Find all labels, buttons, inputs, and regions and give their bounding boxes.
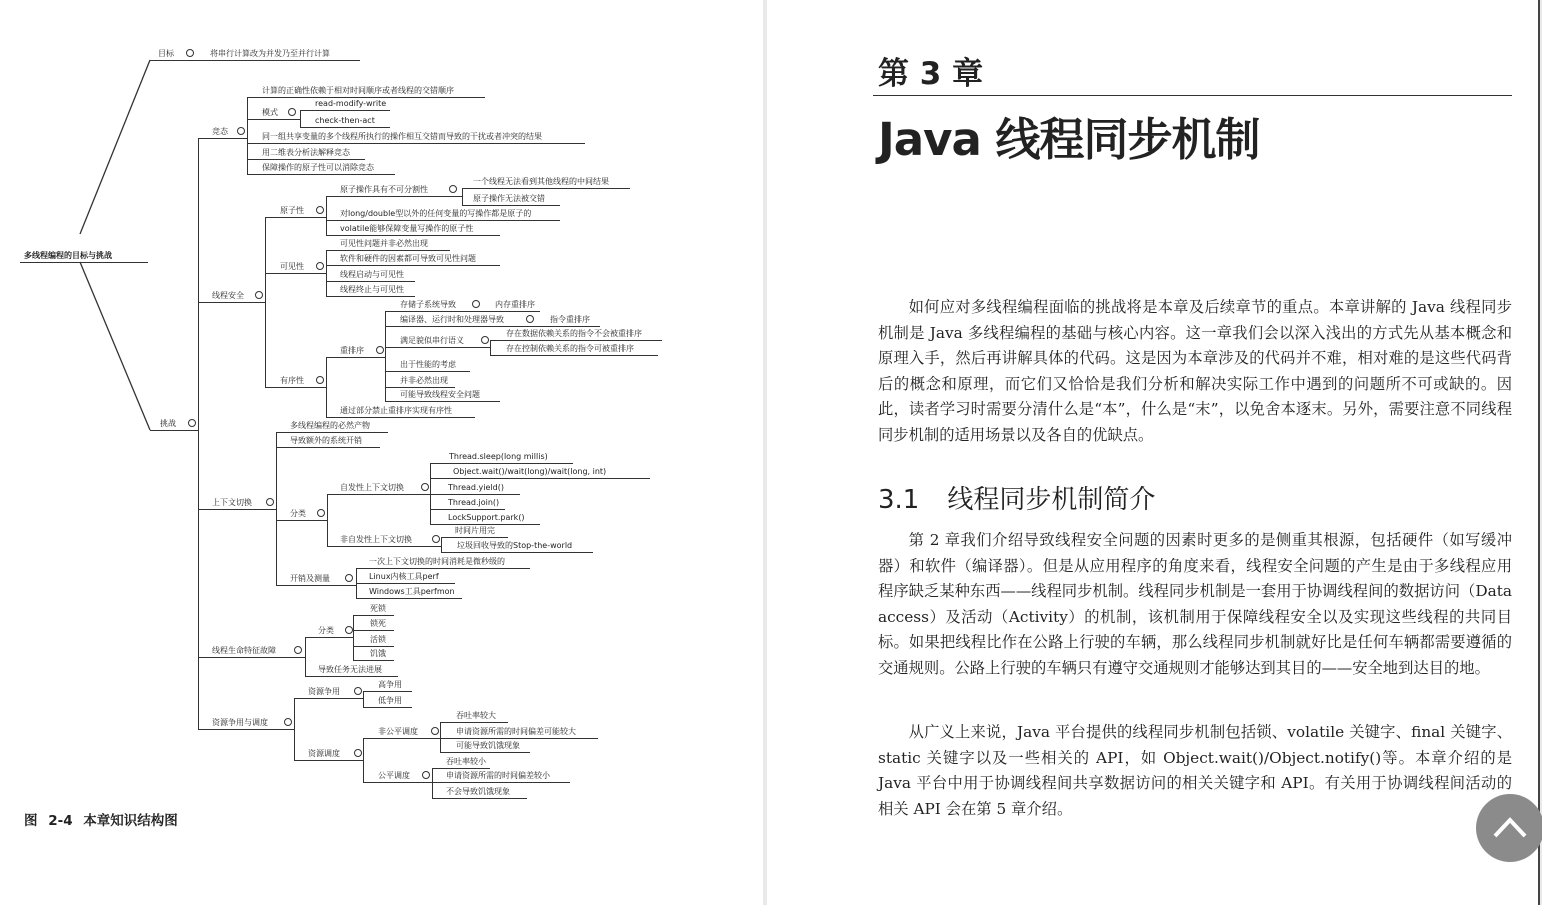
mind-map-underline — [462, 188, 630, 189]
mind-map-connector — [300, 110, 301, 127]
mind-map-underline — [326, 196, 462, 197]
mind-map-underline — [385, 371, 470, 372]
mind-map-node: 重排序 — [340, 346, 364, 355]
mind-map-node: 垃圾回收导致的Stop-the-world — [457, 541, 573, 550]
collapse-circle-icon — [526, 315, 534, 323]
mind-map-node: Thread.join() — [448, 498, 500, 507]
mind-map-underline — [363, 707, 412, 708]
mind-map-underline — [326, 250, 450, 251]
mind-map-node: 存在数据依赖关系的指令不会被重排序 — [506, 329, 642, 338]
mind-map-connector — [305, 637, 306, 676]
mind-map-node: 可见性 — [280, 262, 304, 271]
mind-map-node: 原子操作具有不可分割性 — [340, 185, 428, 194]
mind-map-node: 可能导致线程安全问题 — [400, 390, 480, 399]
mind-map-underline — [265, 217, 326, 218]
collapse-circle-icon — [449, 185, 457, 193]
mind-map-connector — [326, 250, 327, 296]
mind-map-node: 挑战 — [160, 419, 176, 428]
body-paragraph: 第 2 章我们介绍导致线程安全问题的因素时更多的是侧重其根源，包括硬件（如写缓冲器）和软件（编译器）。但是从应用程序的角度来看，线程安全问题的产生是由于多线程应用程序缺乏某种东西——线程同步机制。线程同步机制是一套用于协调线程间的数据访问（Data access）及活动（Activity）的机制，该机制用于保障线程安全以及实现这些线程的共同目标。如果把线程比作在公路上行驶的车辆，那么线程同步机制就好比是任何车辆都需要遵循的交通规则。公路上行驶的车辆只有遵守交通规则才能够达到其目的——安全地到达目的地。 — [878, 531, 1512, 677]
mind-map-underline — [385, 401, 500, 402]
mind-map-branch — [80, 262, 150, 430]
mind-map-underline — [385, 326, 600, 327]
mind-map-node: 线程安全 — [212, 291, 244, 300]
mind-map-node: 导致额外的系统开销 — [290, 436, 362, 445]
mind-map-node: 可能导致饥饿现象 — [456, 741, 520, 750]
collapse-circle-icon — [432, 535, 440, 543]
mind-map-underline — [326, 235, 500, 236]
mind-map-node: check-then-act — [315, 116, 375, 125]
collapse-circle-icon — [354, 749, 362, 757]
mind-map-underline — [276, 520, 327, 521]
mind-map-node: 编译器、运行时和处理器导致 — [400, 315, 504, 324]
scroll-to-top-button[interactable] — [1476, 794, 1542, 862]
mind-map-underline — [363, 782, 432, 783]
mind-map-connector — [363, 691, 364, 707]
collapse-circle-icon — [431, 727, 439, 735]
mind-map-node: 原子操作无法被交错 — [473, 194, 545, 203]
mind-map-underline — [276, 447, 380, 448]
mind-map-node: 非公平调度 — [378, 727, 418, 736]
mind-map-underline — [432, 768, 490, 769]
mind-map-underline — [490, 355, 658, 356]
collapse-circle-icon — [316, 376, 324, 384]
mind-map-underline — [430, 463, 573, 464]
mind-map-underline — [205, 60, 360, 61]
mind-map-underline — [430, 524, 540, 525]
mind-map-underline — [363, 738, 440, 739]
mind-map-connector — [276, 432, 277, 585]
mind-map-node: 吞吐率较小 — [446, 757, 486, 766]
mind-map-underline — [326, 417, 475, 418]
collapse-circle-icon — [472, 300, 480, 308]
mind-map-underline — [247, 159, 365, 160]
collapse-circle-icon — [481, 336, 489, 344]
mind-map-underline — [326, 296, 415, 297]
mind-map-underline — [356, 568, 530, 569]
mind-map-node: 计算的正确性依赖于相对时间顺序或者线程的交错顺序 — [262, 86, 454, 95]
collapse-circle-icon — [316, 206, 324, 214]
mind-map-underline — [385, 347, 490, 348]
mind-map-node: 时间片用完 — [455, 526, 495, 535]
body-paragraph: 从广义上来说，Java 平台提供的线程同步机制包括锁、volatile 关键字、final 关键字、static 关键字以及一些相关的 API，如 Object.wait()/Object.notify()等。本章介绍的是 Java 平台中用于协调线程间共享数据访问的相关关键字和 API。有关用于协调线程间活动的相关 API 会在第 5 章介绍。 — [878, 723, 1512, 818]
mind-map-underline — [490, 340, 662, 341]
mind-map-underline — [430, 509, 505, 510]
section-heading — [878, 479, 1512, 516]
mind-map-node: 开销及测量 — [290, 574, 330, 583]
mind-map-node: 分类 — [290, 509, 306, 518]
mind-map-node: 高争用 — [378, 680, 402, 689]
mind-map-node: 申请资源所需的时间偏差较小 — [446, 771, 550, 780]
right-page — [767, 0, 1540, 905]
mind-map-node: 有序性 — [280, 376, 304, 385]
collapse-circle-icon — [317, 509, 325, 517]
mind-map-underline — [198, 509, 276, 510]
mind-map-node: 一个线程无法看到其他线程的中间结果 — [473, 177, 609, 186]
mind-map-underline — [326, 220, 560, 221]
mind-map-underline — [265, 273, 326, 274]
mind-map-node: 满足貌似串行语义 — [400, 336, 464, 345]
mind-map-underline — [327, 494, 430, 495]
mind-map-node: 低争用 — [378, 696, 402, 705]
mind-map-underline — [356, 583, 455, 584]
mind-map-node: 不会导致饥饿现象 — [446, 787, 510, 796]
mind-map-underline — [276, 585, 356, 586]
mind-map-underline — [326, 357, 385, 358]
collapse-circle-icon — [255, 291, 263, 299]
collapse-circle-icon — [186, 49, 194, 57]
mind-map-underline — [326, 281, 415, 282]
mind-map-node: 线程生命特征故障 — [212, 646, 276, 655]
mind-map-node: 锁死 — [370, 619, 386, 628]
collapse-circle-icon — [294, 646, 302, 654]
mind-map-node: 资源争用与调度 — [212, 718, 268, 727]
mind-map-underline — [462, 205, 560, 206]
mind-map-node: 竞态 — [212, 127, 228, 136]
mind-map-node: 并非必然出现 — [400, 376, 448, 385]
mind-map-node: 出于性能的考虑 — [400, 360, 456, 369]
mind-map-node: Linux内核工具perf — [369, 572, 439, 581]
mind-map-connector — [326, 196, 327, 235]
collapse-circle-icon — [288, 108, 296, 116]
mind-map-underline — [430, 478, 650, 479]
mind-map-underline — [353, 615, 394, 616]
collapse-circle-icon — [316, 262, 324, 270]
collapse-circle-icon — [422, 771, 430, 779]
mind-map-underline — [385, 311, 540, 312]
mind-map-underline — [198, 657, 305, 658]
mind-map-underline — [150, 60, 205, 61]
section-title: 线程同步机制简介 — [947, 485, 1156, 515]
mind-map-connector — [327, 494, 328, 546]
mind-map-underline — [265, 387, 326, 388]
mind-map-underline — [300, 127, 390, 128]
mind-map-underline — [353, 630, 394, 631]
mind-map-connector — [441, 537, 442, 552]
intro-paragraph: 如何应对多线程编程面临的挑战将是本章及后续章节的重点。本章讲解的 Java 线程同步机制是 Java 多线程编程的基础与核心内容。这一章我们会以深入浅出的方式先从基本概念和原理入手，然后再讲解具体的代码。这是因为本章涉及的代码并不难，相对难的是这些代码背后的概念和原理，而它们又恰恰是我们分析和解决实际工作中遇到的问题所不可或缺的。因此，读者学习时需要分清什么是“本”，什么是“末”，以免舍本逐末。另外，需要注意不同线程同步机制的适用场景以及各自的优缺点。 — [878, 298, 1512, 444]
mind-map-underline — [20, 262, 148, 263]
mind-map-node: 对long/double型以外的任何变量的写操作都是原子的 — [340, 209, 532, 218]
mind-map-node: 非自发性上下文切换 — [340, 535, 412, 544]
collapse-circle-icon — [188, 419, 196, 427]
mind-map-underline — [294, 760, 363, 761]
mind-map-node: 内存重排序 — [495, 300, 535, 309]
collapse-circle-icon — [345, 626, 353, 634]
mind-map-underline — [440, 752, 530, 753]
mind-map-connector — [462, 188, 463, 205]
mind-map-node: LockSupport.park() — [448, 513, 525, 522]
mind-map-underline — [441, 552, 593, 553]
mind-map-node: Thread.yield() — [448, 483, 504, 492]
mind-map-connector — [247, 97, 248, 174]
mind-map-node: 资源调度 — [308, 749, 340, 758]
mind-map-node: 目标 — [158, 49, 174, 58]
mind-map-node: 一次上下文切换的时间消耗是微秒级的 — [369, 557, 505, 566]
mind-map-branch — [80, 60, 150, 234]
collapse-circle-icon — [354, 687, 362, 695]
collapse-circle-icon — [421, 483, 429, 491]
mind-map-node: 将串行计算改为并发乃至并行计算 — [210, 49, 330, 58]
mind-map-connector — [265, 217, 266, 387]
mind-map-connector — [363, 738, 364, 782]
mind-map-underline — [247, 143, 585, 144]
mind-map-root: 多线程编程的目标与挑战 — [24, 251, 112, 260]
mind-map-connector — [326, 357, 327, 417]
mind-map-underline — [440, 738, 598, 739]
mind-map-node: 用二维表分析法解释竞态 — [262, 148, 350, 157]
mind-map-underline — [432, 798, 527, 799]
figure-caption: 图 2-4 本章知识结构图 — [24, 813, 178, 829]
collapse-circle-icon — [376, 346, 384, 354]
mind-map-connector — [440, 722, 441, 752]
chapter-divider — [873, 95, 1512, 96]
section-number: 3.1 — [878, 485, 920, 515]
mind-map-node: 死锁 — [370, 604, 386, 613]
chapter-title: Java 线程同步机制 — [878, 113, 1260, 166]
mind-map-underline — [441, 537, 508, 538]
mind-map-node: 通过部分禁止重排序实现有序性 — [340, 406, 452, 415]
mind-map-underline — [198, 138, 247, 139]
mind-map-node: Object.wait()/wait(long)/wait(long, int) — [453, 467, 607, 476]
mind-map-underline — [326, 265, 500, 266]
mind-map-underline — [353, 660, 394, 661]
mind-map-node: 存储子系统导致 — [400, 300, 456, 309]
mind-map-underline — [353, 646, 394, 647]
mind-map-connector — [198, 138, 199, 729]
mind-map-underline — [198, 302, 265, 303]
mind-map-underline — [327, 546, 441, 547]
mind-map-node: 线程启动与可见性 — [340, 270, 404, 279]
collapse-circle-icon — [266, 498, 274, 506]
mind-map-node: 原子性 — [280, 206, 304, 215]
mind-map-node: 分类 — [318, 626, 334, 635]
mind-map-node: 软件和硬件的因素都可导致可见性问题 — [340, 254, 476, 263]
mind-map-underline — [305, 676, 398, 677]
mind-map-underline — [363, 691, 412, 692]
mind-map-node: 多线程编程的必然产物 — [290, 421, 370, 430]
collapse-circle-icon — [345, 574, 353, 582]
mind-map-node: 保障操作的原子性可以消除竞态 — [262, 163, 374, 172]
mind-map-node: 饥饿 — [370, 649, 386, 658]
mind-map-underline — [150, 430, 198, 431]
mind-map-node: 指令重排序 — [550, 315, 590, 324]
mind-map-node: 可见性问题并非必然出现 — [340, 239, 428, 248]
mind-map-node: 资源争用 — [308, 687, 340, 696]
mind-map-connector — [432, 768, 433, 798]
mind-map-node: 存在控制依赖关系的指令可被重排序 — [506, 344, 634, 353]
mind-map-node: 吞吐率较大 — [456, 711, 496, 720]
mind-map-node: 线程终止与可见性 — [340, 285, 404, 294]
mind-map-node: 导致任务无法进展 — [318, 665, 382, 674]
mind-map-node: volatile能够保障变量写操作的原子性 — [340, 224, 474, 233]
mind-map-node: Thread.sleep(long millis) — [449, 452, 548, 461]
left-page — [0, 0, 763, 905]
chapter-number: 第 3 章 — [878, 56, 984, 92]
mind-map-underline — [432, 782, 570, 783]
mind-map-node: 模式 — [262, 108, 278, 117]
mind-map-connector — [294, 698, 295, 760]
collapse-circle-icon — [284, 718, 292, 726]
chevron-up-icon — [1492, 812, 1528, 840]
mind-map-node: 自发性上下文切换 — [340, 483, 404, 492]
mind-map-underline — [198, 729, 294, 730]
mind-map-underline — [385, 387, 455, 388]
mind-map-node: 上下文切换 — [212, 498, 252, 507]
mind-map-node: read-modify-write — [315, 99, 387, 108]
mind-map-node: Windows工具perfmon — [369, 587, 455, 596]
mind-map-underline — [440, 722, 508, 723]
mind-map-underline — [247, 119, 300, 120]
mind-map-node: 申请资源所需的时间偏差可能较大 — [456, 727, 576, 736]
mind-map-underline — [247, 97, 485, 98]
mind-map-connector — [353, 615, 354, 660]
mind-map-underline — [276, 432, 388, 433]
mind-map-node: 同一组共享变量的多个线程所执行的操作相互交错而导致的干扰或者冲突的结果 — [262, 132, 542, 141]
mind-map-underline — [300, 110, 390, 111]
mind-map-underline — [430, 494, 520, 495]
mind-map-underline — [356, 598, 462, 599]
collapse-circle-icon — [237, 127, 245, 135]
mind-map-underline — [305, 637, 353, 638]
mind-map-connector — [490, 340, 491, 355]
mind-map-underline — [247, 174, 395, 175]
mind-map-underline — [294, 698, 363, 699]
mind-map-node: 公平调度 — [378, 771, 410, 780]
mind-map-node: 活锁 — [370, 635, 386, 644]
